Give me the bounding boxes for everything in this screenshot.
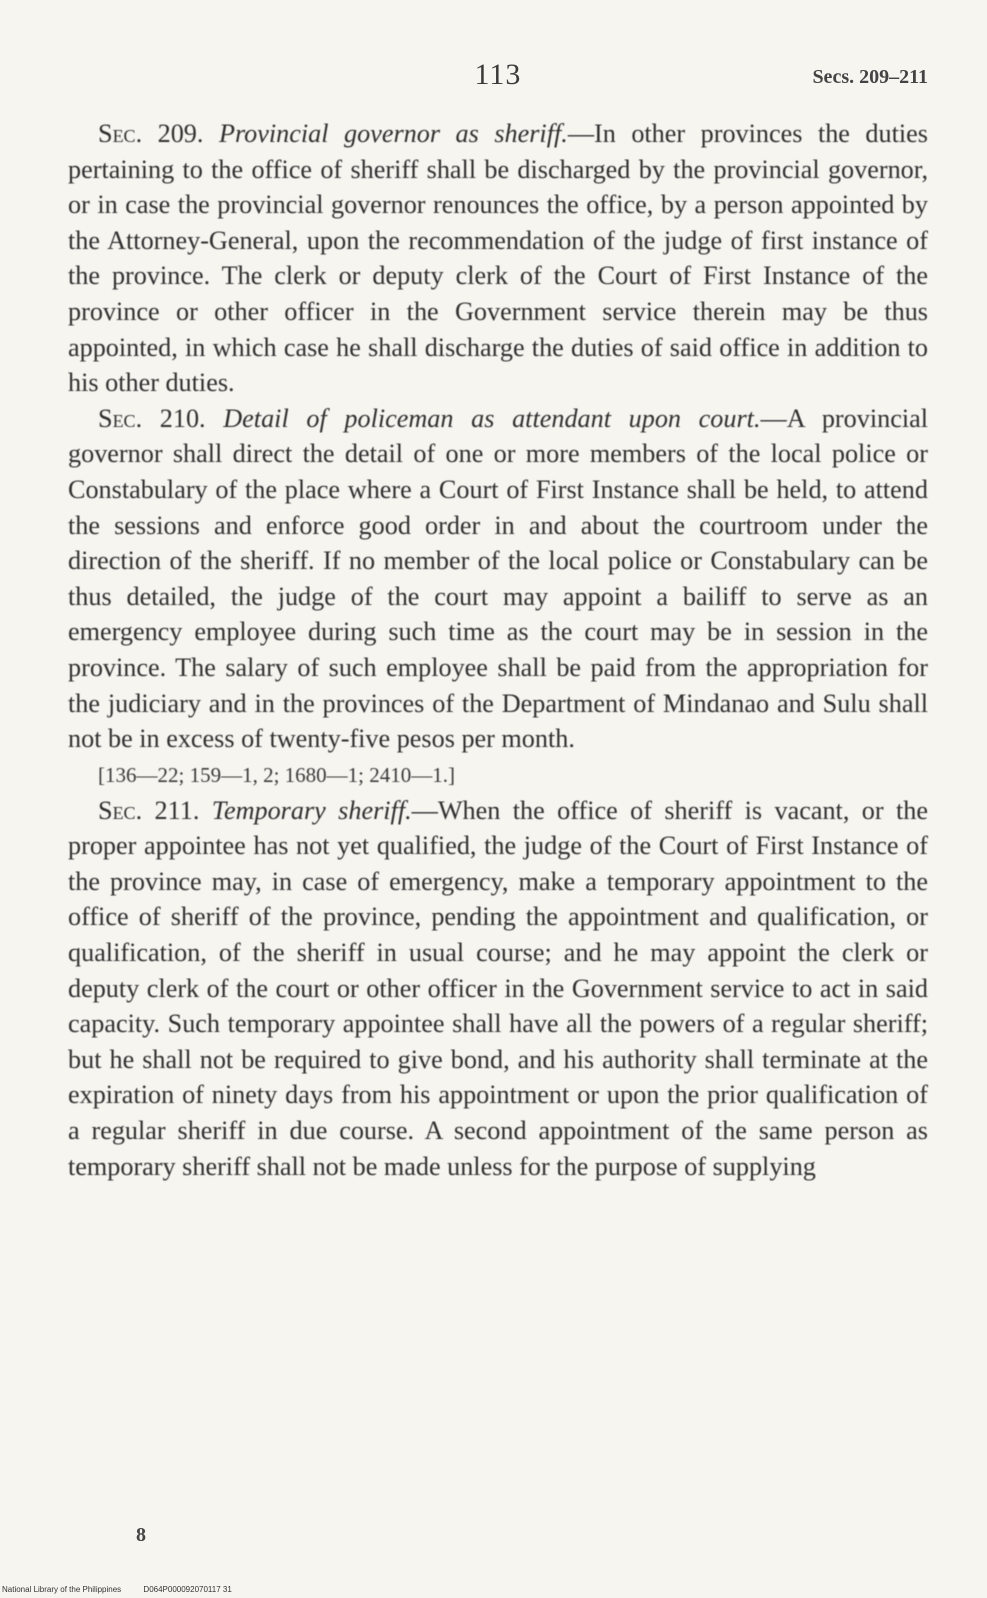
section-title: Temporary sheriff. (211, 795, 412, 825)
footer-library: National Library of the Philippines (2, 1585, 122, 1594)
section-label: Sec. 210. (98, 403, 206, 433)
page-number: 113 (474, 58, 522, 91)
section-210 (68, 401, 928, 757)
running-head-sections: Secs. 209–211 (812, 66, 928, 88)
scan-footer (0, 1582, 987, 1598)
section-title: Detail of policeman as attendant upon court. (223, 403, 761, 433)
section-211 (68, 793, 928, 1185)
section-209 (68, 116, 928, 401)
section-text: —A provincial governor shall direct the detail of one or more members of the local police or Constabulary of the place where a Court of First Instance shall be held, to attend the sessions and enforce good order in and about the courtroom under the direction of the sheriff. If no member of the local police or Constabulary can be thus detailed, the judge of the court may appoint a bailiff to serve as an emergency employee during such time as the court may be in session in the province. The salary of such employee shall be paid from the appropriation for the judiciary and in the provinces of the Department of Mindanao and Sulu shall not be in excess of twenty-five pesos per month. (68, 403, 928, 754)
section-text: —In other provinces the duties pertaining to the office of sheriff shall be discharged by the provincial governor, or in case the provincial governor renounces the office, by a person appointed by the Attorney-General, upon the recommendation of the judge of first instance of the province. The clerk or deputy clerk of the Court of First Instance of the province or other officer in the Government service therein may be thus appointed, in which case he shall discharge the duties of said office in addition to his other duties. (68, 119, 928, 398)
section-label: Sec. 209. (98, 119, 204, 148)
footer-scan-code: D064P000092070117 31 (143, 1585, 232, 1594)
page-header (68, 58, 928, 98)
section-title: Provincial governor as sheriff. (218, 119, 568, 148)
legislative-citation: [136—22; 159—1, 2; 1680—1; 2410—1.] (98, 762, 455, 787)
section-label: Sec. 211. (98, 795, 200, 825)
printer-signature-mark: 8 (136, 1524, 146, 1546)
page-body (68, 116, 928, 1184)
section-text: —When the office of sheriff is vacant, or the proper appointee has not yet qualified, the judge of the Court of First Instance of the province may, in case of emergency, make a temporary appointment to the office of sheriff of the province, pending the appointment and qualification, or qualification, of the sheriff in usual course; and he may appoint the clerk or deputy clerk of the court or other officer in the Government service to act in said capacity. Such temporary appointee shall have all the powers of a regular sheriff; but he shall not be required to give bond, and his authority shall terminate at the expiration of ninety days from his appointment or upon the prior qualification of a regular sheriff in due course. A second appointment of the same person as temporary sheriff shall not be made unless for the purpose of supplying (68, 795, 928, 1181)
